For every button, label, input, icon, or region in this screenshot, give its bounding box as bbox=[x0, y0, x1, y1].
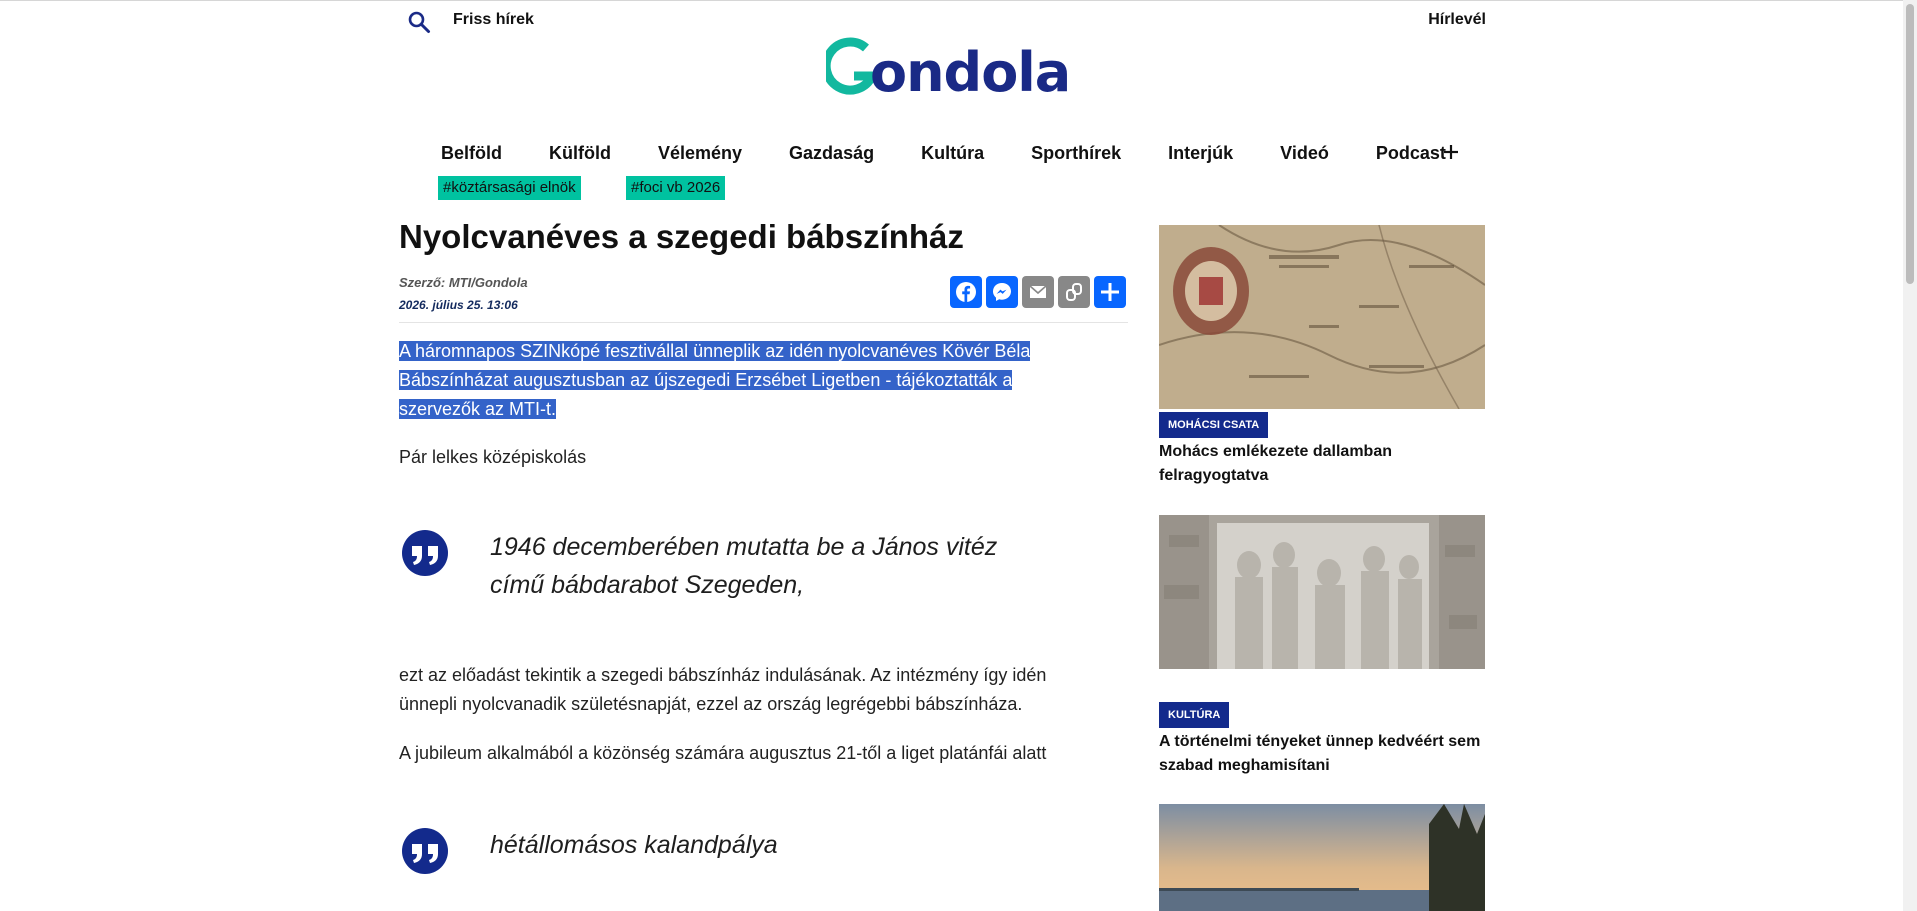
latest-news-link[interactable]: Friss hírek bbox=[453, 11, 534, 28]
card-title-line: szabad meghamisítani bbox=[1159, 757, 1330, 774]
scrollbar[interactable] bbox=[1903, 0, 1917, 911]
paragraph-line: ezt az előadást tekintik a szegedi bábszínház indulásának. Az intézmény így idén bbox=[399, 665, 1047, 685]
main-nav bbox=[441, 140, 1446, 166]
search-icon[interactable] bbox=[407, 10, 431, 34]
article-paragraph: Pár lelkes középiskolás bbox=[399, 447, 587, 467]
share-bar bbox=[950, 276, 1130, 308]
newsletter-link[interactable]: Hírlevél bbox=[1428, 11, 1486, 28]
nav-item-kulfold[interactable]: Külföld bbox=[549, 142, 611, 163]
pull-quote-line: című bábdarabot Szegeden, bbox=[490, 571, 805, 599]
card-image-sunset[interactable] bbox=[1159, 804, 1485, 911]
lead-line: Bábszínházat augusztusban az újszegedi Erzsébet Ligetben - tájékoztatták a bbox=[399, 370, 1013, 390]
article-author: Szerző: MTI/Gondola bbox=[399, 275, 528, 290]
category-badge[interactable]: KULTÚRA bbox=[1159, 702, 1229, 728]
top-border bbox=[0, 0, 1917, 1]
nav-item-kultura[interactable]: Kultúra bbox=[921, 142, 985, 163]
lead-line: szervezők az MTI-t. bbox=[399, 399, 557, 419]
facebook-icon[interactable] bbox=[950, 276, 982, 308]
nav-item-podcast[interactable]: Podcast bbox=[1375, 142, 1446, 163]
article-lead bbox=[399, 337, 1099, 424]
lead-line: A háromnapos SZINkópé fesztivállal ünneplik az idén nyolcvanéves Kövér Béla bbox=[399, 341, 1031, 361]
site-logo[interactable] bbox=[826, 36, 1080, 98]
article-title: Nyolcvanéves a szegedi bábszínház bbox=[399, 218, 964, 255]
pull-quote bbox=[490, 528, 1050, 604]
quote-icon bbox=[401, 827, 449, 875]
link-icon[interactable] bbox=[1058, 276, 1090, 308]
card-title-line: A történelmi tényeket ünnep kedvéért sem bbox=[1159, 733, 1481, 750]
meta-divider bbox=[399, 322, 1128, 323]
share-icon[interactable] bbox=[1094, 276, 1126, 308]
card-title-line: Mohács emlékezete dallamban bbox=[1159, 443, 1392, 460]
paragraph-line: ünnepli nyolcvanadik születésnapját, ezzel az ország legrégebbi bábszínháza. bbox=[399, 694, 1023, 714]
tag-koztarsasagi-elnok[interactable]: #köztársasági elnök bbox=[438, 176, 581, 200]
svg-text:ondola: ondola bbox=[870, 41, 1071, 98]
pull-quote-line: 1946 decemberében mutatta be a János vitéz bbox=[490, 533, 998, 561]
nav-item-gazdasag[interactable]: Gazdaság bbox=[789, 142, 875, 163]
messenger-icon[interactable] bbox=[986, 276, 1018, 308]
article-paragraph bbox=[399, 661, 1119, 719]
scrollbar-thumb[interactable] bbox=[1906, 4, 1914, 284]
nav-item-video[interactable]: Videó bbox=[1280, 142, 1329, 163]
nav-item-belfold[interactable]: Belföld bbox=[441, 142, 502, 163]
quote-icon bbox=[401, 529, 449, 577]
article-date: 2026. július 25. 13:06 bbox=[399, 298, 518, 312]
card-title-line: felragyogtatva bbox=[1159, 467, 1269, 484]
nav-item-velemeny[interactable]: Vélemény bbox=[657, 142, 743, 163]
plus-icon[interactable] bbox=[1441, 142, 1461, 162]
tag-foci-vb-2026[interactable]: #foci vb 2026 bbox=[626, 176, 725, 200]
email-icon[interactable] bbox=[1022, 276, 1054, 308]
pull-quote: hétállomásos kalandpálya bbox=[490, 831, 778, 859]
card-title[interactable] bbox=[1159, 440, 1485, 488]
card-title[interactable] bbox=[1159, 730, 1485, 778]
card-image-map[interactable] bbox=[1159, 225, 1485, 409]
card-image-relief[interactable] bbox=[1159, 515, 1485, 669]
nav-item-interjuk[interactable]: Interjúk bbox=[1168, 142, 1234, 163]
article-paragraph: A jubileum alkalmából a közönség számára augusztus 21-től a liget platánfái alatt bbox=[399, 743, 1047, 763]
nav-item-sporthirek[interactable]: Sporthírek bbox=[1031, 142, 1122, 163]
category-badge[interactable]: MOHÁCSI CSATA bbox=[1159, 412, 1268, 438]
